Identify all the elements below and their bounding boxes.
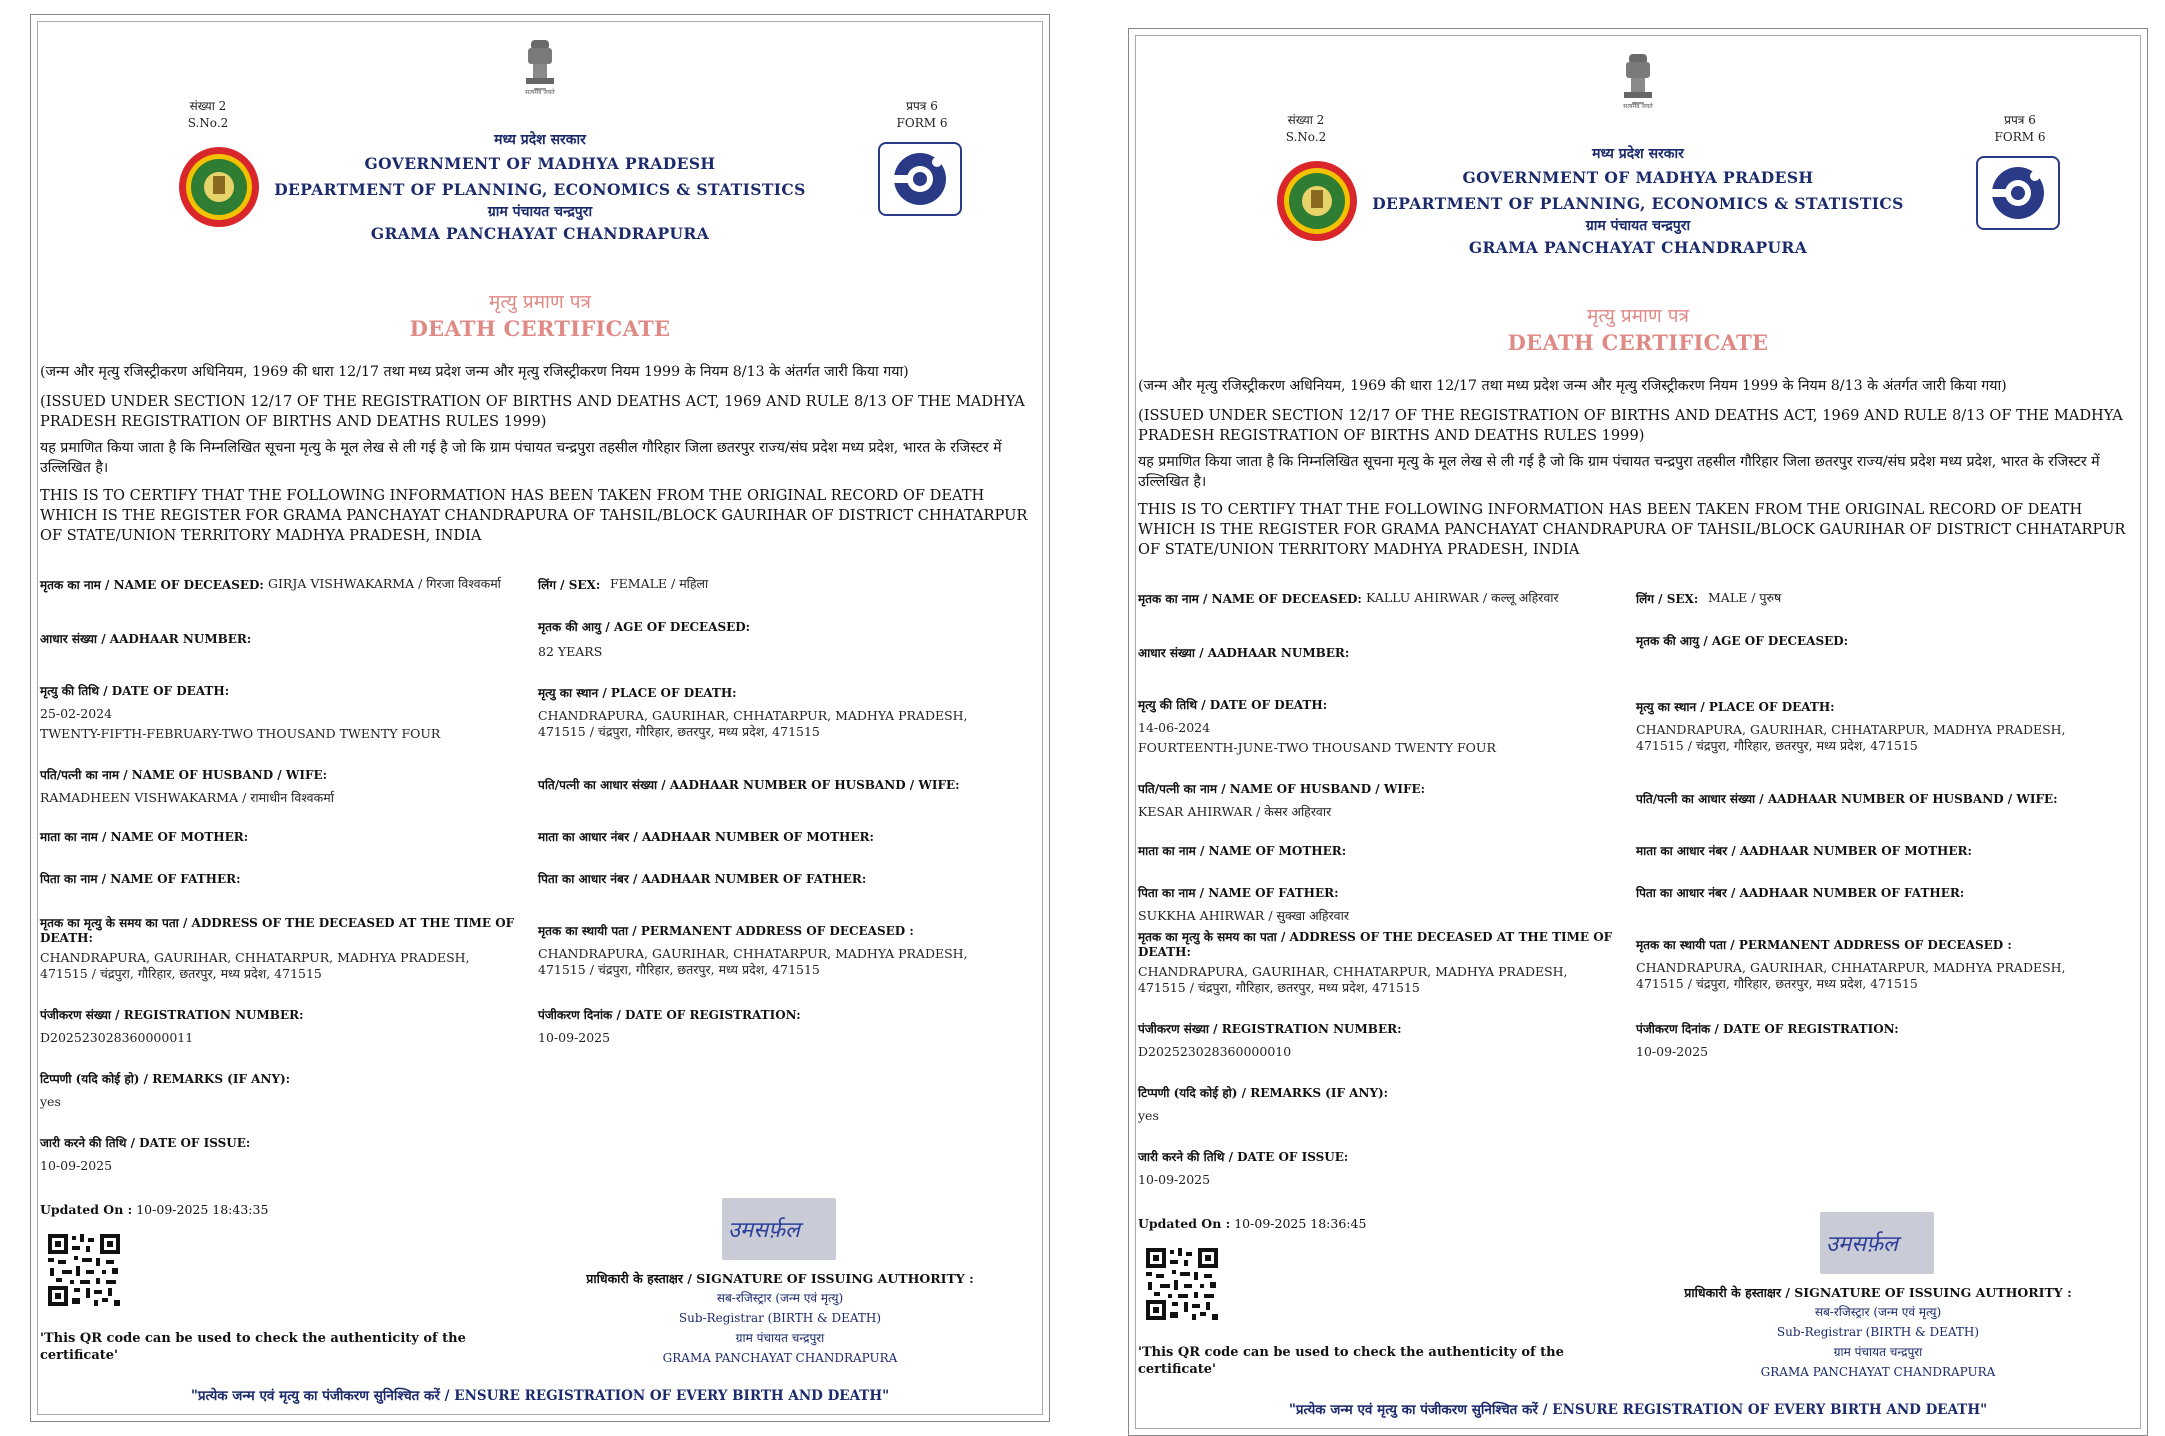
govt-name-en: GOVERNMENT OF MADHYA PRADESH [1462, 168, 1814, 187]
sex-value: FEMALE / महिला [610, 576, 709, 591]
serial-number-hi: संख्या 2 [1287, 113, 1325, 127]
form-number-hi: प्रपत्र 6 [906, 99, 938, 113]
form-number [1960, 112, 2080, 146]
emblem-caption: सत्यमेव जयते [1623, 103, 1653, 110]
form-number-hi: प्रपत्र 6 [2004, 113, 2036, 127]
emblem-caption: सत्यमेव जयते [525, 89, 555, 96]
spouse-aadhaar-label: पति/पत्नी का आधार संख्या / AADHAAR NUMBER OF HUSBAND / WIFE: [1636, 792, 2058, 806]
serial-number-en: S.No.2 [1285, 130, 1327, 144]
age-of-deceased-label: मृतक की आयु / AGE OF DECEASED: [1636, 634, 1849, 648]
date-of-death-words: FOURTEENTH-JUNE-TWO THOUSAND TWENTY FOUR [1138, 740, 1496, 755]
issued-under-en: (ISSUED UNDER SECTION 12/17 OF THE REGISTRATION OF BIRTHS AND DEATHS ACT, 1969 AND RULE 8/13 OF THE MADHYA PRADESH REGISTRATION OF BIRTHS AND DEATHS RULES 1999) [40, 393, 1025, 430]
form-number-en: FORM 6 [1994, 130, 2046, 144]
certify-statement-en: THIS IS TO CERTIFY THAT THE FOLLOWING INFORMATION HAS BEEN TAKEN FROM THE ORIGINAL RECORD OF DEATH WHICH IS THE REGISTER FOR GRAMA PANCHAYAT CHANDRAPURA OF TAHSIL/BLOCK GAURIHAR OF DISTRICT CHHATARPUR OF STATE/UNION TERRITORY MADHYA PRADESH, INDIA [40, 487, 1028, 544]
serial-number-en: S.No.2 [187, 116, 229, 130]
qr-code-icon[interactable] [46, 1232, 122, 1308]
mother-name-label: माता का नाम / NAME OF MOTHER: [1138, 844, 1347, 858]
signature-authority-label: प्राधिकारी के हस्ताक्षर / SIGNATURE OF ISSUING AUTHORITY : [1684, 1285, 2072, 1300]
authority-title-en: Sub-Registrar (BIRTH & DEATH) [678, 1311, 882, 1325]
permanent-address-label: मृतक का स्थायी पता / PERMANENT ADDRESS OF DECEASED : [538, 924, 914, 938]
spouse-name-label: पति/पत्नी का नाम / NAME OF HUSBAND / WIFE: [1138, 782, 1426, 796]
form-number-en: FORM 6 [896, 116, 948, 130]
address-at-death-line2: 471515 / चंद्रपुरा, गौरिहार, छतरपुर, मध्य प्रदेश, 471515 [40, 966, 322, 981]
remarks-label: टिप्पणी (यदि कोई हो) / REMARKS (IF ANY): [40, 1072, 291, 1086]
remarks-value: yes [1138, 1108, 1159, 1123]
date-of-issue-label: जारी करने की तिथि / DATE OF ISSUE: [40, 1136, 251, 1150]
authority-panchayat-hi: ग्राम पंचायत चन्द्रपुरा [735, 1331, 825, 1345]
address-at-death-line2: 471515 / चंद्रपुरा, गौरिहार, छतरपुर, मध्य प्रदेश, 471515 [1138, 980, 1420, 995]
place-of-death-line2: 471515 / चंद्रपुरा, गौरिहार, छतरपुर, मध्य प्रदेश, 471515 [538, 724, 820, 739]
sex-label: लिंग / SEX: [538, 578, 601, 592]
updated-on [40, 1202, 268, 1217]
issued-under-en: (ISSUED UNDER SECTION 12/17 OF THE REGISTRATION OF BIRTHS AND DEATHS ACT, 1969 AND RULE 8/13 OF THE MADHYA PRADESH REGISTRATION OF BIRTHS AND DEATHS RULES 1999) [1138, 407, 2123, 444]
father-name-value: SUKKHA AHIRWAR / सुक्खा अहिरवार [1138, 908, 1349, 923]
registration-number-value: D202523028360000010 [1138, 1044, 1292, 1059]
authority-panchayat-en: GRAMA PANCHAYAT CHANDRAPURA [1760, 1365, 1996, 1379]
date-of-issue-label: जारी करने की तिथि / DATE OF ISSUE: [1138, 1150, 1349, 1164]
mother-name-label: माता का नाम / NAME OF MOTHER: [40, 830, 249, 844]
mother-aadhaar-label: माता का आधार नंबर / AADHAAR NUMBER OF MOTHER: [538, 830, 874, 844]
registration-date-label: पंजीकरण दिनांक / DATE OF REGISTRATION: [1636, 1022, 1899, 1036]
qr-code-note: 'This QR code can be used to check the authenticity of the certificate' [1138, 1345, 1564, 1377]
date-of-issue-value: 10-09-2025 [1138, 1172, 1211, 1187]
serial-number-hi: संख्या 2 [189, 99, 227, 113]
govt-name-hi: मध्य प्रदेश सरकार [1592, 146, 1684, 162]
authority-title-hi: सब-रजिस्ट्रार (जन्म एवं मृत्यु) [1814, 1305, 1942, 1319]
certify-statement-hi: यह प्रमाणित किया जाता है कि निम्नलिखित सूचना मृत्यु के मूल लेख से ली गई है जो कि ग्राम पंचायत चन्द्रपुरा तहसील गौरिहार जिला छतरपुर राज्य/संघ प्रदेश मध्य प्रदेश, भारत के रजिस्टर में उल्लिखित है। [1138, 454, 2100, 490]
registration-date-value: 10-09-2025 [538, 1030, 611, 1045]
authority-title-hi: सब-रजिस्ट्रार (जन्म एवं मृत्यु) [716, 1291, 844, 1305]
certificate-title-hi: मृत्यु प्रमाण पत्र [1586, 305, 1690, 327]
registration-number-label: पंजीकरण संख्या / REGISTRATION NUMBER: [1138, 1022, 1402, 1036]
authority-panchayat-hi: ग्राम पंचायत चन्द्रपुरा [1833, 1345, 1923, 1359]
father-aadhaar-label: पिता का आधार नंबर / AADHAAR NUMBER OF FATHER: [1636, 886, 1965, 900]
govt-name-en: GOVERNMENT OF MADHYA PRADESH [364, 154, 716, 173]
permanent-address-line1: CHANDRAPURA, GAURIHAR, CHHATARPUR, MADHYA PRADESH, [538, 946, 968, 961]
place-of-death-line2: 471515 / चंद्रपुरा, गौरिहार, छतरपुर, मध्य प्रदेश, 471515 [1636, 738, 1918, 753]
certificate-title-en: DEATH CERTIFICATE [409, 316, 671, 341]
death-certificate-kallu [1128, 28, 2148, 1436]
name-of-deceased-value: KALLU AHIRWAR / कल्लू अहिरवार [1366, 590, 1559, 605]
footer-slogan: "प्रत्येक जन्म एवं मृत्यु का पंजीकरण सुनिश्चित करें / ENSURE REGISTRATION OF EVERY BIRTH AND DEATH" [190, 1388, 890, 1404]
govt-name-hi: मध्य प्रदेश सरकार [494, 132, 586, 148]
serial-number [148, 98, 268, 132]
date-of-death-value: 25-02-2024 [40, 706, 113, 721]
remarks-value: yes [40, 1094, 61, 1109]
registration-date-value: 10-09-2025 [1636, 1044, 1709, 1059]
registration-number-value: D202523028360000011 [40, 1030, 194, 1045]
spouse-name-value: RAMADHEEN VISHWAKARMA / रामाधीन विश्वकर्मा [40, 790, 334, 805]
permanent-address-line1: CHANDRAPURA, GAURIHAR, CHHATARPUR, MADHYA PRADESH, [1636, 960, 2066, 975]
updated-on-value: 10-09-2025 18:43:35 [136, 1202, 269, 1217]
panchayat-name-en: GRAMA PANCHAYAT CHANDRAPURA [1468, 238, 1808, 257]
issued-under-hi: (जन्म और मृत्यु रजिस्ट्रीकरण अधिनियम, 1969 की धारा 12/17 तथा मध्य प्रदेश जन्म और मृत्यु रजिस्ट्रीकरण नियम 1999 के नियम 8/13 के अंतर्गत जारी किया गया) [40, 364, 909, 380]
spouse-name-value: KESAR AHIRWAR / केसर अहिरवार [1138, 804, 1332, 819]
name-of-deceased-label: मृतक का नाम / NAME OF DECEASED: [1138, 592, 1362, 606]
issued-under-hi: (जन्म और मृत्यु रजिस्ट्रीकरण अधिनियम, 1969 की धारा 12/17 तथा मध्य प्रदेश जन्म और मृत्यु रजिस्ट्रीकरण नियम 1999 के नियम 8/13 के अंतर्गत जारी किया गया) [1138, 378, 2007, 394]
father-name-label: पिता का नाम / NAME OF FATHER: [40, 872, 241, 886]
aadhaar-number-label: आधार संख्या / AADHAAR NUMBER: [40, 632, 252, 646]
department-name: DEPARTMENT OF PLANNING, ECONOMICS & STATISTICS [1372, 194, 1904, 213]
certify-statement-hi: यह प्रमाणित किया जाता है कि निम्नलिखित सूचना मृत्यु के मूल लेख से ली गई है जो कि ग्राम पंचायत चन्द्रपुरा तहसील गौरिहार जिला छतरपुर राज्य/संघ प्रदेश मध्य प्रदेश, भारत के रजिस्टर में उल्लिखित है। [40, 440, 1002, 476]
sex-label: लिंग / SEX: [1636, 592, 1699, 606]
signature-scribble: उमसर्फ़ल [1826, 1232, 1898, 1257]
panchayat-name-hi: ग्राम पंचायत चन्द्रपुरा [1585, 218, 1691, 234]
department-name: DEPARTMENT OF PLANNING, ECONOMICS & STATISTICS [274, 180, 806, 199]
name-of-deceased-label: मृतक का नाम / NAME OF DECEASED: [40, 578, 264, 592]
date-of-death-label: मृत्यु की तिथि / DATE OF DEATH: [40, 684, 230, 698]
qr-code-note: 'This QR code can be used to check the authenticity of the certificate' [40, 1331, 466, 1363]
certify-statement-en: THIS IS TO CERTIFY THAT THE FOLLOWING INFORMATION HAS BEEN TAKEN FROM THE ORIGINAL RECORD OF DEATH WHICH IS THE REGISTER FOR GRAMA PANCHAYAT CHANDRAPURA OF TAHSIL/BLOCK GAURIHAR OF DISTRICT CHHATARPUR OF STATE/UNION TERRITORY MADHYA PRADESH, INDIA [1138, 501, 2126, 558]
authority-title-en: Sub-Registrar (BIRTH & DEATH) [1776, 1325, 1980, 1339]
panchayat-name-hi: ग्राम पंचायत चन्द्रपुरा [487, 204, 593, 220]
spouse-name-label: पति/पत्नी का नाम / NAME OF HUSBAND / WIFE: [40, 768, 328, 782]
signature-authority-label: प्राधिकारी के हस्ताक्षर / SIGNATURE OF ISSUING AUTHORITY : [586, 1271, 974, 1286]
authority-signature [722, 1198, 836, 1260]
death-certificate-girja [30, 14, 1050, 1422]
certificate-title-hi: मृत्यु प्रमाण पत्र [488, 291, 592, 313]
authority-signature [1820, 1212, 1934, 1274]
place-of-death-line1: CHANDRAPURA, GAURIHAR, CHHATARPUR, MADHYA PRADESH, [1636, 722, 2066, 737]
father-aadhaar-label: पिता का आधार नंबर / AADHAAR NUMBER OF FATHER: [538, 872, 867, 886]
spouse-aadhaar-label: पति/पत्नी का आधार संख्या / AADHAAR NUMBER OF HUSBAND / WIFE: [538, 778, 960, 792]
date-of-death-words: TWENTY-FIFTH-FEBRUARY-TWO THOUSAND TWENTY FOUR [40, 726, 441, 741]
address-at-death-line1: CHANDRAPURA, GAURIHAR, CHHATARPUR, MADHYA PRADESH, [1138, 964, 1568, 979]
sex-value: MALE / पुरुष [1708, 590, 1782, 605]
registration-number-label: पंजीकरण संख्या / REGISTRATION NUMBER: [40, 1008, 304, 1022]
address-at-death-label: मृतक का मृत्यु के समय का पता / ADDRESS OF THE DECEASED AT THE TIME OF DEATH: [40, 916, 515, 945]
registration-date-label: पंजीकरण दिनांक / DATE OF REGISTRATION: [538, 1008, 801, 1022]
permanent-address-line2: 471515 / चंद्रपुरा, गौरिहार, छतरपुर, मध्य प्रदेश, 471515 [1636, 976, 1918, 991]
form-number [862, 98, 982, 132]
date-of-issue-value: 10-09-2025 [40, 1158, 113, 1173]
remarks-label: टिप्पणी (यदि कोई हो) / REMARKS (IF ANY): [1138, 1086, 1389, 1100]
updated-on-label: Updated On : [40, 1202, 133, 1217]
place-of-death-label: मृत्यु का स्थान / PLACE OF DEATH: [1636, 700, 1835, 714]
permanent-address-line2: 471515 / चंद्रपुरा, गौरिहार, छतरपुर, मध्य प्रदेश, 471515 [538, 962, 820, 977]
serial-number [1246, 112, 1366, 146]
place-of-death-label: मृत्यु का स्थान / PLACE OF DEATH: [538, 686, 737, 700]
date-of-death-label: मृत्यु की तिथि / DATE OF DEATH: [1138, 698, 1328, 712]
authority-panchayat-en: GRAMA PANCHAYAT CHANDRAPURA [662, 1351, 898, 1365]
qr-code-icon[interactable] [1144, 1246, 1220, 1322]
name-of-deceased-value: GIRJA VISHWAKARMA / गिरजा विश्वकर्मा [268, 576, 501, 591]
updated-on-value: 10-09-2025 18:36:45 [1234, 1216, 1367, 1231]
certificate-title-en: DEATH CERTIFICATE [1507, 330, 1769, 355]
father-name-label: पिता का नाम / NAME OF FATHER: [1138, 886, 1339, 900]
place-of-death-line1: CHANDRAPURA, GAURIHAR, CHHATARPUR, MADHYA PRADESH, [538, 708, 968, 723]
signature-scribble: उमसर्फ़ल [728, 1218, 800, 1243]
updated-on [1138, 1216, 1366, 1231]
aadhaar-number-label: आधार संख्या / AADHAAR NUMBER: [1138, 646, 1350, 660]
updated-on-label: Updated On : [1138, 1216, 1231, 1231]
mother-aadhaar-label: माता का आधार नंबर / AADHAAR NUMBER OF MOTHER: [1636, 844, 1972, 858]
panchayat-name-en: GRAMA PANCHAYAT CHANDRAPURA [370, 224, 710, 243]
permanent-address-label: मृतक का स्थायी पता / PERMANENT ADDRESS OF DECEASED : [1636, 938, 2012, 952]
footer-slogan: "प्रत्येक जन्म एवं मृत्यु का पंजीकरण सुनिश्चित करें / ENSURE REGISTRATION OF EVERY BIRTH AND DEATH" [1288, 1402, 1988, 1418]
date-of-death-value: 14-06-2024 [1138, 720, 1211, 735]
age-of-deceased-label: मृतक की आयु / AGE OF DECEASED: [538, 620, 751, 634]
address-at-death-label: मृतक का मृत्यु के समय का पता / ADDRESS OF THE DECEASED AT THE TIME OF DEATH: [1138, 930, 1613, 959]
address-at-death-line1: CHANDRAPURA, GAURIHAR, CHHATARPUR, MADHYA PRADESH, [40, 950, 470, 965]
age-of-deceased-value: 82 YEARS [538, 644, 603, 659]
